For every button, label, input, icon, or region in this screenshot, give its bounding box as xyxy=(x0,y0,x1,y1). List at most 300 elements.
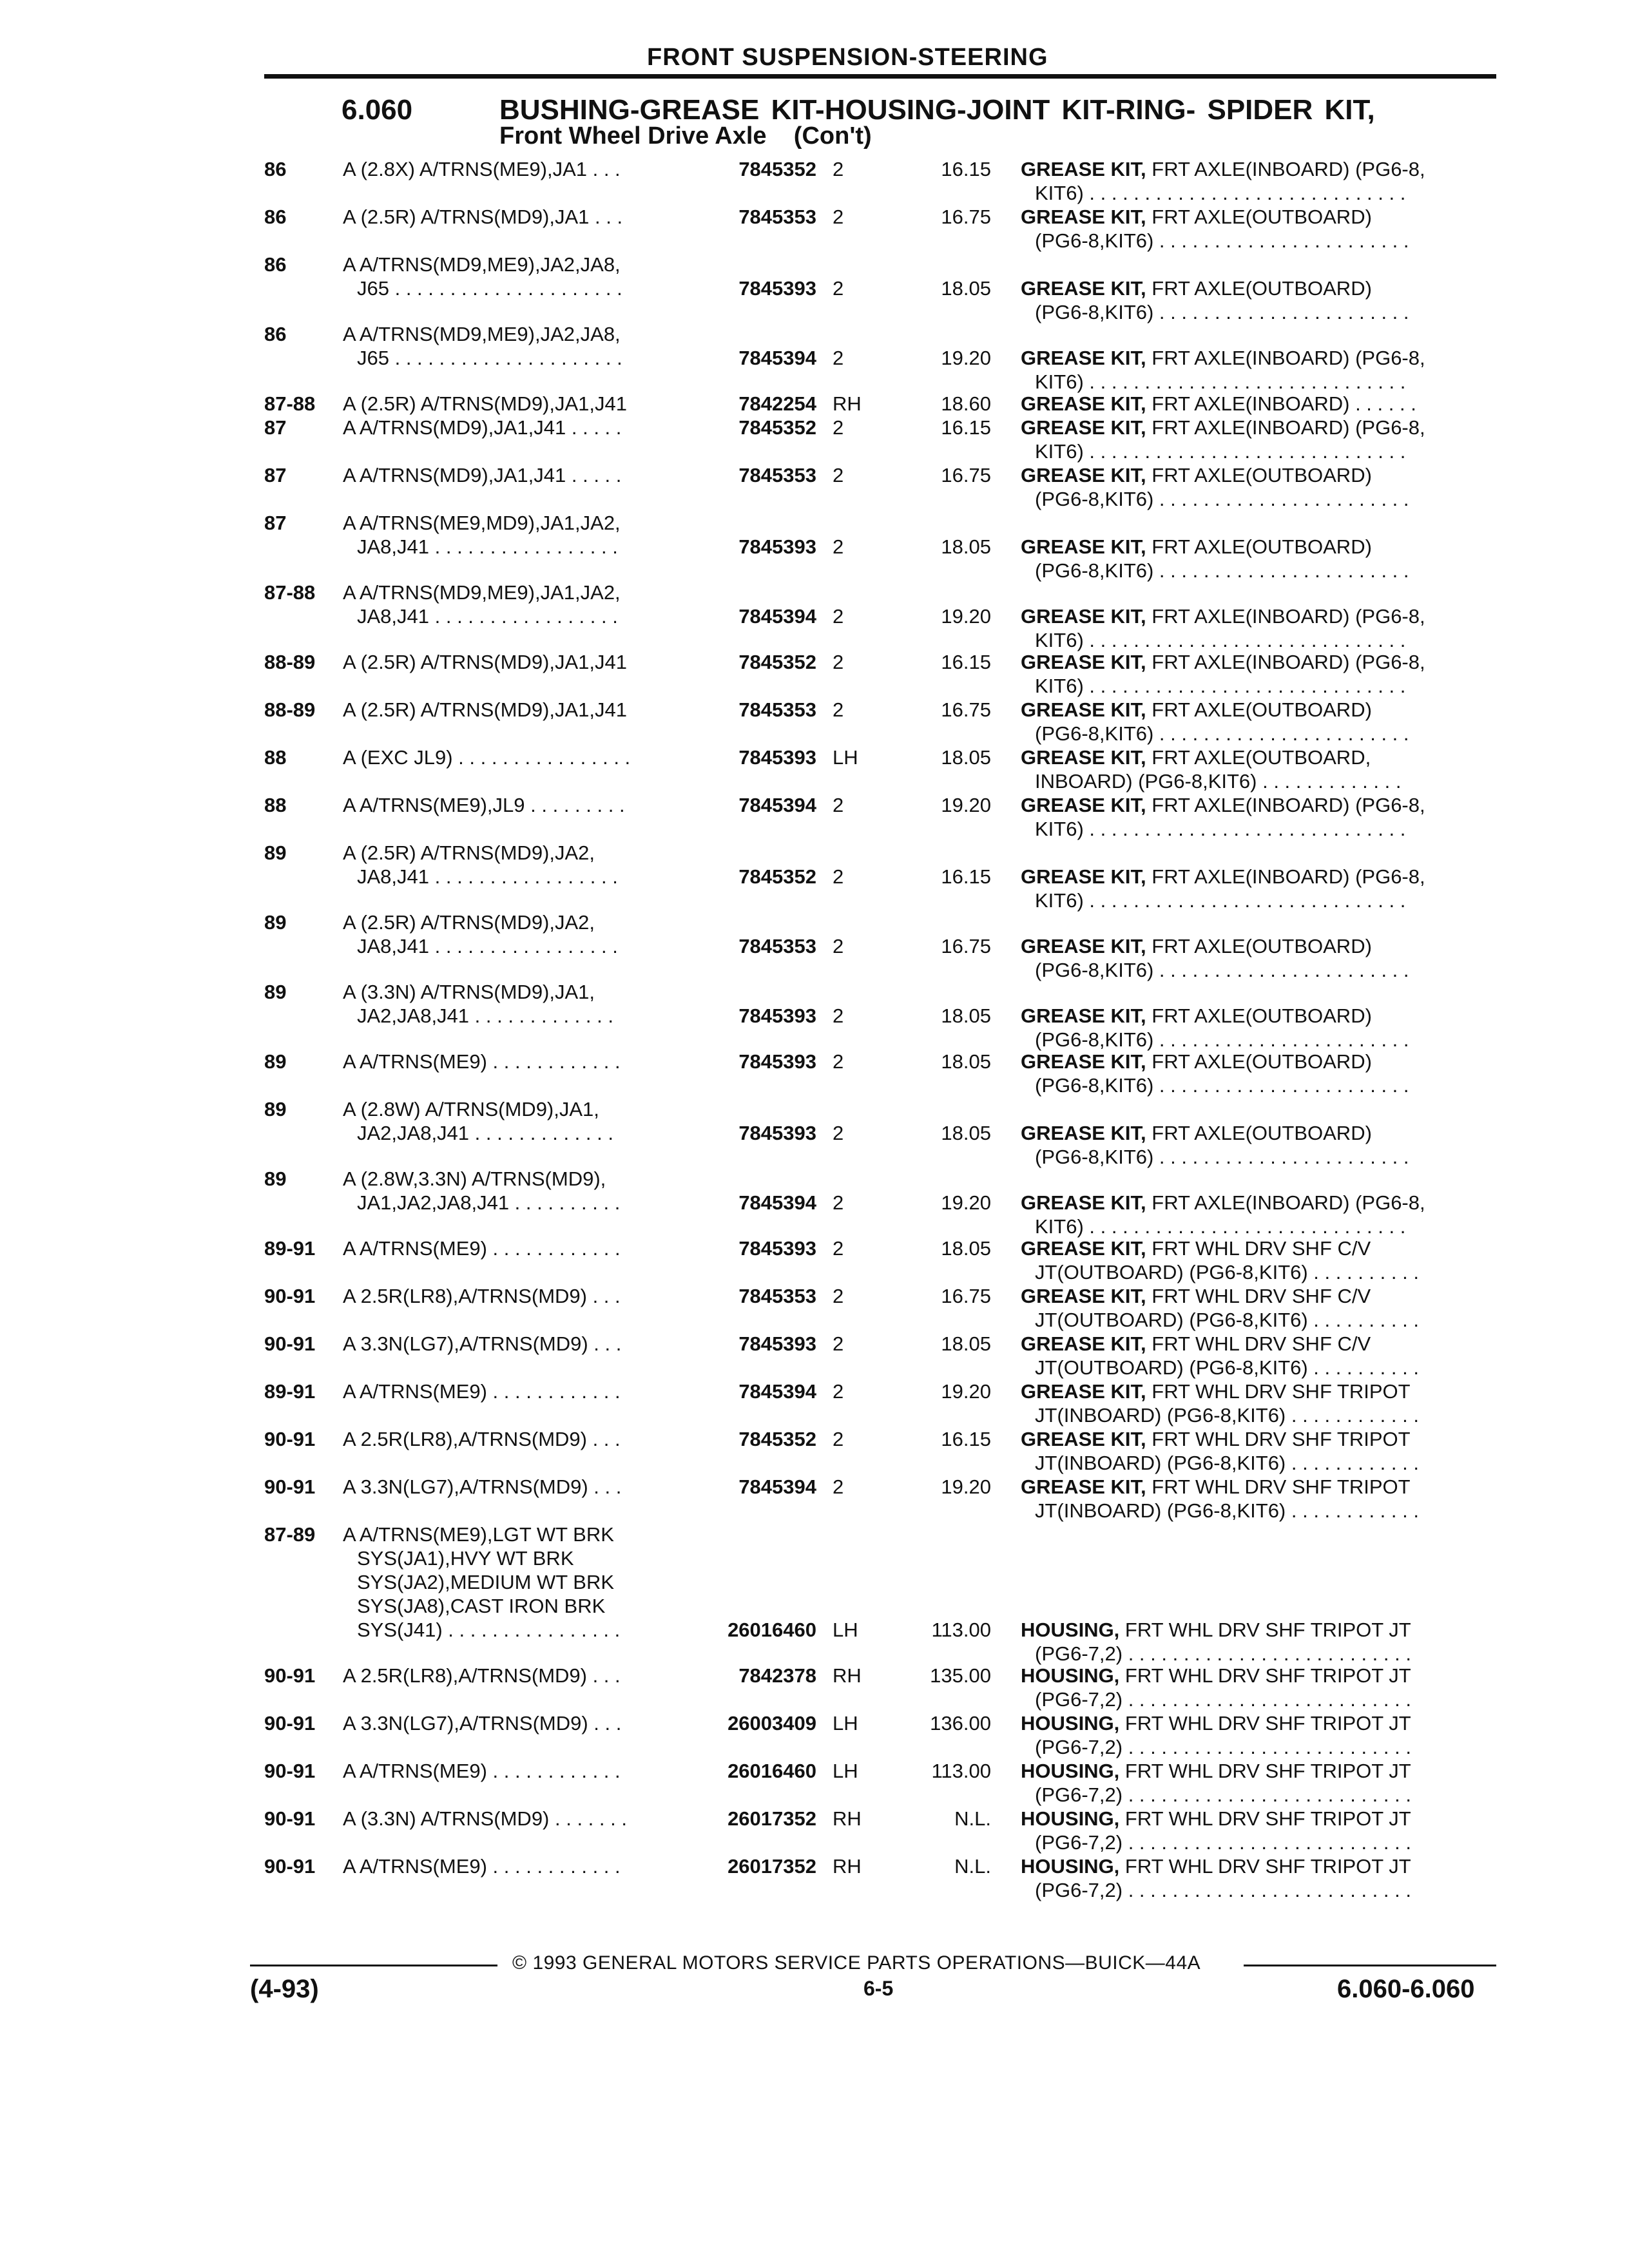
description-name: GREASE KIT, xyxy=(1021,698,1146,721)
description-line xyxy=(1021,698,1492,722)
description-continuation: KIT6) . . . . . . . . . . . . . . . . . . . . . . . . . . . . . xyxy=(1035,889,1406,912)
application-text xyxy=(343,1475,684,1499)
description-name: GREASE KIT, xyxy=(1021,1004,1146,1027)
description-continuation: INBOARD) (PG6-8,KIT6) . . . . . . . . . . . . . xyxy=(1035,770,1402,793)
description-continuation: JT(OUTBOARD) (PG6-8,KIT6) . . . . . . . . . . xyxy=(1035,1356,1419,1379)
model-year: 90-91 xyxy=(264,1664,316,1687)
application-line: A (2.5R) A/TRNS(MD9),JA1 . . . xyxy=(343,206,623,228)
price: 16.15 xyxy=(941,416,991,439)
description-continuation: (PG6-8,KIT6) . . . . . . . . . . . . . . . . . . . . . . . xyxy=(1035,1074,1409,1097)
description-name: GREASE KIT, xyxy=(1021,206,1146,228)
description-name: GREASE KIT, xyxy=(1021,746,1146,769)
description-continuation: (PG6-8,KIT6) . . . . . . . . . . . . . . . . . . . . . . . xyxy=(1035,1028,1409,1051)
quantity: 2 xyxy=(833,464,844,486)
description-continuation: JT(OUTBOARD) (PG6-8,KIT6) . . . . . . . . . . xyxy=(1035,1309,1419,1331)
application-line: SYS(JA8),CAST IRON BRK xyxy=(357,1595,606,1617)
part-number: 7845352 xyxy=(738,158,816,180)
quantity: 2 xyxy=(833,1050,844,1073)
quantity: RH xyxy=(833,1807,862,1830)
price: 19.20 xyxy=(941,794,991,816)
part-number: 7845394 xyxy=(738,1475,816,1498)
description-name: GREASE KIT, xyxy=(1021,865,1146,888)
description-detail: FRT WHL DRV SHF TRIPOT JT xyxy=(1119,1855,1411,1878)
description xyxy=(1021,1236,1492,1284)
description-name: GREASE KIT, xyxy=(1021,464,1146,486)
price: 16.15 xyxy=(941,865,991,888)
application-text xyxy=(343,1379,684,1403)
model-year: 87 xyxy=(264,464,287,486)
description-line xyxy=(1021,1284,1492,1308)
application-text xyxy=(343,463,684,487)
application-text xyxy=(343,698,684,722)
part-number: 7845394 xyxy=(738,605,816,628)
description-name: GREASE KIT, xyxy=(1021,605,1146,628)
part-number: 7845394 xyxy=(738,1191,816,1214)
footer-date: (4-93) xyxy=(250,1975,319,2003)
description xyxy=(1021,650,1492,698)
description xyxy=(1021,1807,1492,1854)
description-line xyxy=(1021,205,1492,229)
description-line xyxy=(1021,1807,1492,1831)
application-text xyxy=(343,1664,684,1687)
description-line xyxy=(1021,865,1492,889)
application-line: JA2,JA8,J41 . . . . . . . . . . . . . xyxy=(357,1004,613,1027)
description-line xyxy=(1021,276,1492,300)
description-continuation: (PG6-8,KIT6) . . . . . . . . . . . . . . . . . . . . . . . xyxy=(1035,959,1409,981)
description-detail: FRT WHL DRV SHF TRIPOT xyxy=(1146,1428,1411,1450)
application-text xyxy=(343,745,684,769)
application-text xyxy=(343,793,684,817)
part-number: 7842254 xyxy=(738,392,816,415)
price: 136.00 xyxy=(930,1712,991,1735)
description-continuation: JT(INBOARD) (PG6-8,KIT6) . . . . . . . . . . . . xyxy=(1035,1452,1419,1474)
application-text xyxy=(343,1236,684,1260)
part-number: 7845353 xyxy=(738,935,816,957)
section-subtitle: Front Wheel Drive Axle (Con't) xyxy=(499,122,872,149)
description-continuation: (PG6-8,KIT6) . . . . . . . . . . . . . . . . . . . . . . . xyxy=(1035,722,1409,745)
description-detail: FRT AXLE(INBOARD) (PG6-8, xyxy=(1146,347,1425,369)
application-line: A 2.5R(LR8),A/TRNS(MD9) . . . xyxy=(343,1664,621,1687)
model-year: 89 xyxy=(264,911,287,934)
description xyxy=(1021,698,1492,745)
application-line: J65 . . . . . . . . . . . . . . . . . . . . . xyxy=(357,347,622,369)
description-continuation: KIT6) . . . . . . . . . . . . . . . . . . . . . . . . . . . . . xyxy=(1035,182,1406,204)
description-detail: FRT AXLE(OUTBOARD) xyxy=(1146,1050,1372,1073)
application-text xyxy=(343,1854,684,1878)
description-continuation: JT(OUTBOARD) (PG6-8,KIT6) . . . . . . . . . . xyxy=(1035,1261,1419,1283)
description-detail: FRT AXLE(OUTBOARD) xyxy=(1146,935,1372,957)
description-continuation: (PG6-7,2) . . . . . . . . . . . . . . . . . . . . . . . . . . xyxy=(1035,1642,1411,1665)
description-line xyxy=(1021,1121,1492,1145)
application-line: A (2.8W) A/TRNS(MD9),JA1, xyxy=(343,1098,599,1120)
description-line xyxy=(1021,934,1492,958)
application-line: SYS(JA1),HVY WT BRK xyxy=(357,1547,574,1570)
application-line: A (2.8X) A/TRNS(ME9),JA1 . . . xyxy=(343,158,621,180)
description xyxy=(1021,1759,1492,1807)
quantity: LH xyxy=(833,1619,858,1641)
description-detail: FRT WHL DRV SHF C/V xyxy=(1146,1285,1371,1307)
application-text xyxy=(343,1427,684,1451)
description-name: GREASE KIT, xyxy=(1021,651,1146,673)
description-continuation: (PG6-7,2) . . . . . . . . . . . . . . . . . . . . . . . . . . xyxy=(1035,1783,1411,1806)
description-name: GREASE KIT, xyxy=(1021,1122,1146,1144)
quantity: 2 xyxy=(833,1285,844,1307)
description-name: GREASE KIT, xyxy=(1021,1380,1146,1403)
part-number: 7845393 xyxy=(738,277,816,300)
part-number: 7845352 xyxy=(738,865,816,888)
description xyxy=(1021,346,1492,394)
description xyxy=(1021,934,1492,982)
description xyxy=(1021,1379,1492,1427)
description-name: GREASE KIT, xyxy=(1021,1050,1146,1073)
description xyxy=(1021,205,1492,253)
description-name: HOUSING, xyxy=(1021,1807,1120,1830)
application-line: A A/TRNS(MD9,ME9),JA2,JA8, xyxy=(343,253,621,276)
part-number: 7845394 xyxy=(738,1380,816,1403)
quantity: 2 xyxy=(833,1428,844,1450)
price: 16.15 xyxy=(941,1428,991,1450)
price: 19.20 xyxy=(941,1475,991,1498)
description xyxy=(1021,1427,1492,1475)
description-detail: FRT AXLE(INBOARD) (PG6-8, xyxy=(1146,865,1425,888)
price: 18.05 xyxy=(941,1050,991,1073)
description-detail: FRT WHL DRV SHF TRIPOT xyxy=(1146,1475,1411,1498)
part-number: 7845393 xyxy=(738,746,816,769)
quantity: LH xyxy=(833,746,858,769)
description xyxy=(1021,1284,1492,1332)
quantity: RH xyxy=(833,392,862,415)
description-detail: FRT WHL DRV SHF C/V xyxy=(1146,1332,1371,1355)
price: 16.75 xyxy=(941,206,991,228)
description-continuation: KIT6) . . . . . . . . . . . . . . . . . . . . . . . . . . . . . xyxy=(1035,675,1406,697)
description-continuation: (PG6-8,KIT6) . . . . . . . . . . . . . . . . . . . . . . . xyxy=(1035,559,1409,582)
quantity: 2 xyxy=(833,865,844,888)
description-name: GREASE KIT, xyxy=(1021,1285,1146,1307)
description-line xyxy=(1021,1854,1492,1878)
application-line: A 3.3N(LG7),A/TRNS(MD9) . . . xyxy=(343,1712,622,1735)
application-line: J65 . . . . . . . . . . . . . . . . . . . . . xyxy=(357,277,622,300)
description-continuation: (PG6-8,KIT6) . . . . . . . . . . . . . . . . . . . . . . . xyxy=(1035,301,1409,323)
description-detail: FRT AXLE(OUTBOARD, xyxy=(1146,746,1371,769)
description-detail: FRT WHL DRV SHF TRIPOT JT xyxy=(1119,1664,1411,1687)
description xyxy=(1021,1121,1492,1169)
part-number: 7845393 xyxy=(738,1332,816,1355)
application-line: A 2.5R(LR8),A/TRNS(MD9) . . . xyxy=(343,1428,621,1450)
price: 18.05 xyxy=(941,1237,991,1260)
application-text xyxy=(343,1284,684,1308)
application-line: A A/TRNS(MD9,ME9),JA2,JA8, xyxy=(343,323,621,345)
description-line xyxy=(1021,1711,1492,1735)
application-line: JA8,J41 . . . . . . . . . . . . . . . . . xyxy=(357,865,618,888)
description-continuation: (PG6-8,KIT6) . . . . . . . . . . . . . . . . . . . . . . . xyxy=(1035,1146,1409,1168)
description-name: HOUSING, xyxy=(1021,1855,1120,1878)
model-year: 89-91 xyxy=(264,1237,316,1260)
footer-copyright: © 1993 GENERAL MOTORS SERVICE PARTS OPERATIONS—BUICK—44A xyxy=(512,1952,1201,1974)
price: 16.75 xyxy=(941,698,991,721)
description xyxy=(1021,1050,1492,1097)
description-detail: FRT WHL DRV SHF C/V xyxy=(1146,1237,1371,1260)
application-line: A (2.5R) A/TRNS(MD9),JA1,J41 xyxy=(343,392,628,415)
part-number: 7845353 xyxy=(738,1285,816,1307)
description xyxy=(1021,1475,1492,1523)
quantity: 2 xyxy=(833,1475,844,1498)
quantity: 2 xyxy=(833,1237,844,1260)
model-year: 87-89 xyxy=(264,1523,316,1546)
application-line: A A/TRNS(MD9,ME9),JA1,JA2, xyxy=(343,581,621,604)
application-text xyxy=(343,1097,684,1145)
description-continuation: (PG6-7,2) . . . . . . . . . . . . . . . . . . . . . . . . . . xyxy=(1035,1736,1411,1758)
application-text xyxy=(343,416,684,439)
quantity: LH xyxy=(833,1712,858,1735)
application-line: A (2.5R) A/TRNS(MD9),JA1,J41 xyxy=(343,651,628,673)
description xyxy=(1021,865,1492,912)
part-number: 26016460 xyxy=(728,1619,816,1641)
application-line: A A/TRNS(ME9) . . . . . . . . . . . . xyxy=(343,1380,621,1403)
footer-page-number: 6-5 xyxy=(863,1977,894,2000)
model-year: 87 xyxy=(264,512,287,534)
description xyxy=(1021,1332,1492,1379)
price: N.L. xyxy=(954,1855,991,1878)
description xyxy=(1021,392,1492,416)
description-line xyxy=(1021,392,1492,416)
application-line: A (3.3N) A/TRNS(MD9) . . . . . . . xyxy=(343,1807,627,1830)
model-year: 90-91 xyxy=(264,1428,316,1450)
description-name: GREASE KIT, xyxy=(1021,347,1146,369)
description-name: GREASE KIT, xyxy=(1021,1237,1146,1260)
description-continuation: KIT6) . . . . . . . . . . . . . . . . . . . . . . . . . . . . . xyxy=(1035,1215,1406,1238)
quantity: 2 xyxy=(833,416,844,439)
part-number: 7845352 xyxy=(738,651,816,673)
description-detail: FRT AXLE(OUTBOARD) xyxy=(1146,277,1372,300)
model-year: 90-91 xyxy=(264,1285,316,1307)
part-number: 26016460 xyxy=(728,1760,816,1782)
application-line: A A/TRNS(MD9),JA1,J41 . . . . . xyxy=(343,464,622,486)
description-detail: FRT AXLE(INBOARD) (PG6-8, xyxy=(1146,605,1425,628)
price: 18.05 xyxy=(941,277,991,300)
part-number: 26017352 xyxy=(728,1855,816,1878)
application-text xyxy=(343,910,684,958)
application-text xyxy=(343,1332,684,1356)
price: 16.15 xyxy=(941,158,991,180)
description-line xyxy=(1021,463,1492,487)
quantity: 2 xyxy=(833,935,844,957)
price: 19.20 xyxy=(941,1191,991,1214)
description-detail: FRT AXLE(INBOARD) (PG6-8, xyxy=(1146,1191,1425,1214)
model-year: 89-91 xyxy=(264,1380,316,1403)
model-year: 88 xyxy=(264,746,287,769)
description-continuation: (PG6-7,2) . . . . . . . . . . . . . . . . . . . . . . . . . . xyxy=(1035,1879,1411,1901)
description-detail: FRT AXLE(OUTBOARD) xyxy=(1146,535,1372,558)
price: 19.20 xyxy=(941,347,991,369)
price: 113.00 xyxy=(931,1760,991,1782)
description-line xyxy=(1021,157,1492,181)
quantity: 2 xyxy=(833,158,844,180)
model-year: 86 xyxy=(264,206,287,228)
description-detail: FRT WHL DRV SHF TRIPOT xyxy=(1146,1380,1411,1403)
application-line: A (2.8W,3.3N) A/TRNS(MD9), xyxy=(343,1168,606,1190)
description-line xyxy=(1021,745,1492,769)
quantity: 2 xyxy=(833,698,844,721)
description-line xyxy=(1021,1332,1492,1356)
application-line: A 3.3N(LG7),A/TRNS(MD9) . . . xyxy=(343,1475,622,1498)
description-continuation: KIT6) . . . . . . . . . . . . . . . . . . . . . . . . . . . . . xyxy=(1035,370,1406,393)
application-text xyxy=(343,1807,684,1831)
quantity: 2 xyxy=(833,1004,844,1027)
description-line xyxy=(1021,1427,1492,1451)
application-line: A (3.3N) A/TRNS(MD9),JA1, xyxy=(343,981,595,1003)
price: 18.05 xyxy=(941,1004,991,1027)
section-number: 6.060 xyxy=(342,94,413,126)
description-detail: FRT AXLE(OUTBOARD) xyxy=(1146,1122,1372,1144)
quantity: 2 xyxy=(833,794,844,816)
description-continuation: JT(INBOARD) (PG6-8,KIT6) . . . . . . . . . . . . xyxy=(1035,1499,1419,1522)
application-line: A A/TRNS(ME9) . . . . . . . . . . . . xyxy=(343,1050,621,1073)
description-name: GREASE KIT, xyxy=(1021,392,1146,415)
price: 18.05 xyxy=(941,746,991,769)
price: 16.15 xyxy=(941,651,991,673)
model-year: 87 xyxy=(264,416,287,439)
quantity: LH xyxy=(833,1760,858,1782)
description-line xyxy=(1021,1618,1492,1642)
price: N.L. xyxy=(954,1807,991,1830)
quantity: 2 xyxy=(833,651,844,673)
price: 18.60 xyxy=(941,392,991,415)
part-number: 7845393 xyxy=(738,1004,816,1027)
model-year: 89 xyxy=(264,1098,287,1120)
model-year: 90-91 xyxy=(264,1760,316,1782)
application-line: A A/TRNS(ME9) . . . . . . . . . . . . xyxy=(343,1855,621,1878)
page-header-title: FRONT SUSPENSION-STEERING xyxy=(647,44,1048,71)
model-year: 86 xyxy=(264,158,287,180)
application-text xyxy=(343,1759,684,1783)
description xyxy=(1021,1664,1492,1711)
description-detail: FRT AXLE(INBOARD) (PG6-8, xyxy=(1146,794,1425,816)
application-text xyxy=(343,322,684,370)
description-line xyxy=(1021,535,1492,559)
model-year: 90-91 xyxy=(264,1807,316,1830)
description-detail: FRT WHL DRV SHF TRIPOT JT xyxy=(1119,1619,1411,1641)
application-line: A A/TRNS(MD9),JA1,J41 . . . . . xyxy=(343,416,622,439)
price: 113.00 xyxy=(931,1619,991,1641)
application-text xyxy=(343,650,684,674)
application-line: A (EXC JL9) . . . . . . . . . . . . . . . . xyxy=(343,746,631,769)
model-year: 89 xyxy=(264,1168,287,1190)
model-year: 90-91 xyxy=(264,1855,316,1878)
description-line xyxy=(1021,1475,1492,1499)
application-line: A (2.5R) A/TRNS(MD9),JA1,J41 xyxy=(343,698,628,721)
description-line xyxy=(1021,604,1492,628)
model-year: 87-88 xyxy=(264,581,316,604)
application-line: SYS(J41) . . . . . . . . . . . . . . . . xyxy=(357,1619,621,1641)
description xyxy=(1021,463,1492,511)
description-detail: FRT WHL DRV SHF TRIPOT JT xyxy=(1119,1760,1411,1782)
model-year: 88-89 xyxy=(264,698,316,721)
price: 18.05 xyxy=(941,1332,991,1355)
price: 135.00 xyxy=(930,1664,991,1687)
part-number: 7845352 xyxy=(738,416,816,439)
description-line xyxy=(1021,1236,1492,1260)
quantity: 2 xyxy=(833,347,844,369)
footer-section-range: 6.060-6.060 xyxy=(1337,1975,1475,2003)
description-continuation: KIT6) . . . . . . . . . . . . . . . . . . . . . . . . . . . . . xyxy=(1035,629,1406,651)
quantity: RH xyxy=(833,1664,862,1687)
quantity: RH xyxy=(833,1855,862,1878)
description-name: GREASE KIT, xyxy=(1021,1475,1146,1498)
quantity: 2 xyxy=(833,1380,844,1403)
application-text xyxy=(343,1050,684,1073)
part-number: 7845394 xyxy=(738,347,816,369)
description-line xyxy=(1021,1004,1492,1028)
model-year: 90-91 xyxy=(264,1712,316,1735)
application-text xyxy=(343,157,684,181)
model-year: 89 xyxy=(264,841,287,864)
description-name: GREASE KIT, xyxy=(1021,1191,1146,1214)
description-detail: FRT AXLE(OUTBOARD) xyxy=(1146,698,1372,721)
description-name: HOUSING, xyxy=(1021,1664,1120,1687)
application-line: A A/TRNS(ME9),JL9 . . . . . . . . . xyxy=(343,794,625,816)
model-year: 89 xyxy=(264,981,287,1003)
description-detail: FRT WHL DRV SHF TRIPOT JT xyxy=(1119,1712,1411,1735)
description-line xyxy=(1021,650,1492,674)
description-detail: FRT AXLE(INBOARD) (PG6-8, xyxy=(1146,651,1425,673)
description-continuation: KIT6) . . . . . . . . . . . . . . . . . . . . . . . . . . . . . xyxy=(1035,818,1406,840)
description-name: GREASE KIT, xyxy=(1021,277,1146,300)
quantity: 2 xyxy=(833,1332,844,1355)
description-name: GREASE KIT, xyxy=(1021,158,1146,180)
description-name: HOUSING, xyxy=(1021,1619,1120,1641)
application-line: A A/TRNS(ME9),LGT WT BRK xyxy=(343,1523,614,1546)
model-year: 86 xyxy=(264,253,287,276)
description-detail: FRT AXLE(OUTBOARD) xyxy=(1146,464,1372,486)
part-number: 7845394 xyxy=(738,794,816,816)
description-line xyxy=(1021,1759,1492,1783)
description xyxy=(1021,1004,1492,1052)
description-line xyxy=(1021,1050,1492,1073)
quantity: 2 xyxy=(833,1122,844,1144)
description-name: GREASE KIT, xyxy=(1021,535,1146,558)
description-continuation: KIT6) . . . . . . . . . . . . . . . . . . . . . . . . . . . . . xyxy=(1035,440,1406,463)
application-text xyxy=(343,1711,684,1735)
application-text xyxy=(343,980,684,1028)
part-number: 7845393 xyxy=(738,1122,816,1144)
part-number: 26003409 xyxy=(728,1712,816,1735)
quantity: 2 xyxy=(833,535,844,558)
part-number: 26017352 xyxy=(728,1807,816,1830)
application-line: A (2.5R) A/TRNS(MD9),JA2, xyxy=(343,911,595,934)
application-line: SYS(JA2),MEDIUM WT BRK xyxy=(357,1571,615,1593)
price: 19.20 xyxy=(941,1380,991,1403)
description xyxy=(1021,793,1492,841)
description-detail: FRT AXLE(OUTBOARD) xyxy=(1146,206,1372,228)
application-line: JA1,JA2,JA8,J41 . . . . . . . . . . xyxy=(357,1191,621,1214)
description-continuation: (PG6-7,2) . . . . . . . . . . . . . . . . . . . . . . . . . . xyxy=(1035,1831,1411,1854)
description-detail: FRT AXLE(INBOARD) (PG6-8, xyxy=(1146,416,1425,439)
price: 16.75 xyxy=(941,464,991,486)
application-line: A A/TRNS(ME9) . . . . . . . . . . . . xyxy=(343,1237,621,1260)
application-text xyxy=(343,511,684,559)
application-text xyxy=(343,205,684,229)
quantity: 2 xyxy=(833,206,844,228)
part-number: 7842378 xyxy=(738,1664,816,1687)
price: 18.05 xyxy=(941,535,991,558)
application-text xyxy=(343,1523,684,1642)
description-name: GREASE KIT, xyxy=(1021,935,1146,957)
application-line: A A/TRNS(ME9) . . . . . . . . . . . . xyxy=(343,1760,621,1782)
application-line: A (2.5R) A/TRNS(MD9),JA2, xyxy=(343,841,595,864)
description xyxy=(1021,1191,1492,1238)
header-rule xyxy=(264,74,1496,79)
description-line xyxy=(1021,1664,1492,1687)
